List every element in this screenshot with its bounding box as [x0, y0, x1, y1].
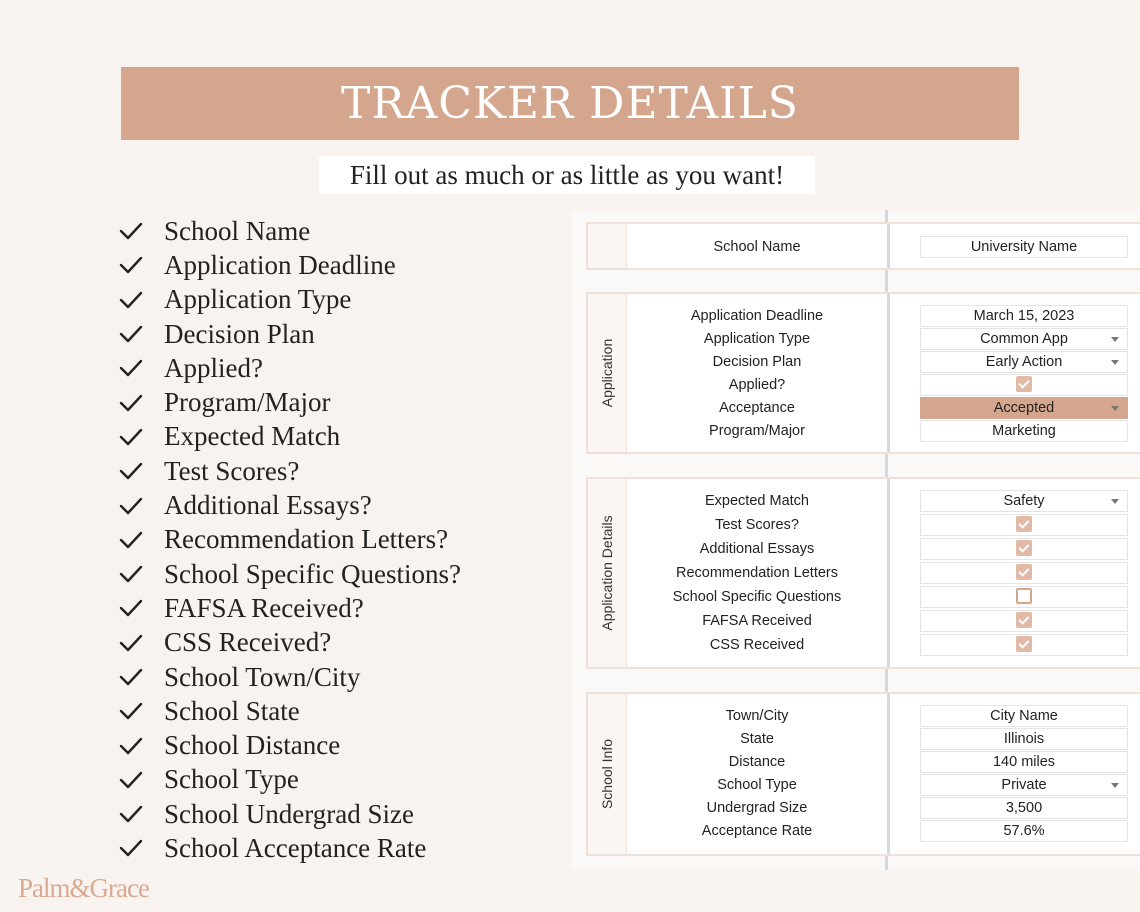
- checkmark-icon: [118, 701, 164, 721]
- row-label: School Specific Questions: [672, 589, 842, 605]
- brand-logo: Palm&Grace: [18, 873, 149, 903]
- title-banner: [121, 67, 1019, 140]
- checklist-item-label: School Acceptance Rate: [164, 832, 427, 863]
- checkbox-checked[interactable]: [1016, 636, 1032, 652]
- sheet-row: [588, 797, 1140, 820]
- row-label: Test Scores?: [715, 517, 799, 533]
- cell-value: Early Action: [985, 354, 1063, 370]
- cell-value: 140 miles: [992, 754, 1056, 770]
- dropdown-arrow-icon[interactable]: [1111, 499, 1119, 504]
- checklist-item-label: School Name: [164, 215, 311, 246]
- checklist-item-label: Recommendation Letters?: [164, 524, 449, 555]
- section-label: Application Details: [599, 515, 615, 631]
- sheet-row: [588, 514, 1140, 537]
- checklist-item-label: School Type: [164, 764, 299, 795]
- checklist-item-label: Applied?: [164, 352, 263, 383]
- checklist-item: [118, 523, 461, 557]
- application-section: [586, 292, 1140, 454]
- value-cell[interactable]: [920, 728, 1128, 750]
- checkmark-icon: [118, 530, 164, 550]
- cell-value: Illinois: [1003, 731, 1045, 747]
- checkmark-icon: [118, 736, 164, 756]
- checklist-item: [118, 248, 461, 282]
- sheet-row: [588, 397, 1140, 420]
- checklist-item-label: Application Deadline: [164, 249, 396, 280]
- checklist-item: [118, 214, 461, 248]
- cell-value: Accepted: [993, 400, 1055, 416]
- cell-value: Safety: [1003, 493, 1045, 509]
- checkbox-cell[interactable]: [920, 634, 1128, 656]
- sheet-row: [588, 610, 1140, 633]
- checklist-item: [118, 283, 461, 317]
- dropdown-cell[interactable]: [920, 351, 1128, 373]
- value-cell[interactable]: [920, 305, 1128, 327]
- sheet-row: [588, 538, 1140, 561]
- row-label: Decision Plan: [712, 354, 802, 370]
- row-label: Expected Match: [705, 493, 809, 509]
- cell-value: Private: [1001, 777, 1047, 793]
- cell-value: 3,500: [1005, 800, 1043, 816]
- checkmark-icon: [118, 838, 164, 858]
- row-label: School Type: [717, 777, 797, 793]
- sheet-row: [588, 236, 1140, 259]
- checklist-item-label: Program/Major: [164, 387, 331, 418]
- dropdown-arrow-icon[interactable]: [1111, 406, 1119, 411]
- row-label: Applied?: [728, 377, 786, 393]
- checklist-item: [118, 488, 461, 522]
- value-cell[interactable]: [920, 797, 1128, 819]
- subtitle: Fill out as much or as little as you want!: [319, 156, 815, 194]
- checkbox-cell[interactable]: [920, 610, 1128, 632]
- dropdown-cell[interactable]: [920, 397, 1128, 419]
- checkbox-checked[interactable]: [1016, 540, 1032, 556]
- checkmark-icon: [118, 770, 164, 790]
- row-label: FAFSA Received: [702, 613, 812, 629]
- checklist-item-label: School State: [164, 695, 300, 726]
- cell-value: City Name: [990, 708, 1058, 724]
- school-name-section: [586, 222, 1140, 270]
- sheet-row: [588, 351, 1140, 374]
- checklist-item: [118, 454, 461, 488]
- sheet-row: [588, 420, 1140, 443]
- value-cell[interactable]: [920, 705, 1128, 727]
- checklist-item-label: CSS Received?: [164, 627, 332, 658]
- school-info-section: [586, 692, 1140, 856]
- checkmark-icon: [118, 324, 164, 344]
- sheet-row: [588, 751, 1140, 774]
- checklist-item: [118, 626, 461, 660]
- row-label: Town/City: [725, 708, 789, 724]
- row-label: CSS Received: [709, 637, 805, 653]
- checkbox-checked[interactable]: [1016, 516, 1032, 532]
- row-label: Acceptance: [719, 400, 795, 416]
- section-label: Application: [599, 338, 615, 408]
- checklist-item-label: School Distance: [164, 730, 341, 761]
- row-label: Recommendation Letters: [676, 565, 838, 581]
- checklist-item: [118, 351, 461, 385]
- checklist-item-label: School Undergrad Size: [164, 798, 414, 829]
- checkmark-icon: [118, 427, 164, 447]
- checkmark-icon: [118, 358, 164, 378]
- checkbox-cell[interactable]: [920, 538, 1128, 560]
- dropdown-cell[interactable]: [920, 490, 1128, 512]
- section-label: School Info: [599, 738, 615, 810]
- sheet-row: [588, 634, 1140, 657]
- dropdown-cell[interactable]: [920, 774, 1128, 796]
- sheet-row: [588, 728, 1140, 751]
- checklist-item: [118, 591, 461, 625]
- cell-value: Common App: [980, 331, 1068, 347]
- checkmark-icon: [118, 564, 164, 584]
- sheet-row: [588, 374, 1140, 397]
- row-label: Undergrad Size: [706, 800, 808, 816]
- checkmark-icon: [118, 255, 164, 275]
- row-label: Distance: [728, 754, 786, 770]
- row-label: School Name: [713, 239, 801, 255]
- dropdown-cell[interactable]: [920, 328, 1128, 350]
- checklist-item: [118, 660, 461, 694]
- checkbox-checked[interactable]: [1016, 612, 1032, 628]
- checkmark-icon: [118, 290, 164, 310]
- checklist-item: [118, 420, 461, 454]
- checkmark-icon: [118, 598, 164, 618]
- checkmark-icon: [118, 221, 164, 241]
- checkmark-icon: [118, 633, 164, 653]
- feature-checklist: [118, 214, 461, 866]
- row-label: Acceptance Rate: [701, 823, 813, 839]
- checklist-item: [118, 317, 461, 351]
- checkbox-cell[interactable]: [920, 514, 1128, 536]
- value-cell[interactable]: [920, 820, 1128, 842]
- row-label: Application Deadline: [690, 308, 824, 324]
- checklist-item-label: Decision Plan: [164, 318, 315, 349]
- page-title: TRACKER DETAILS: [341, 78, 799, 129]
- school-name-cell[interactable]: University Name: [920, 236, 1128, 258]
- cell-value: 57.6%: [1003, 823, 1045, 839]
- checklist-item-label: Application Type: [164, 284, 352, 315]
- sheet-row: [588, 305, 1140, 328]
- row-label: Additional Essays: [699, 541, 815, 557]
- application-details-section: [586, 477, 1140, 669]
- value-cell[interactable]: [920, 751, 1128, 773]
- checklist-item: [118, 763, 461, 797]
- dropdown-arrow-icon[interactable]: [1111, 360, 1119, 365]
- checklist-item-label: School Specific Questions?: [164, 558, 461, 589]
- checkbox-checked[interactable]: [1016, 564, 1032, 580]
- checkbox-cell[interactable]: [920, 586, 1128, 608]
- sheet-row: [588, 820, 1140, 843]
- cell-value: Marketing: [992, 423, 1056, 439]
- spreadsheet-preview: [572, 210, 1140, 870]
- checkmark-icon: [118, 667, 164, 687]
- checkmark-icon: [118, 461, 164, 481]
- sheet-row: [588, 562, 1140, 585]
- checklist-item-label: Additional Essays?: [164, 490, 372, 521]
- sheet-row: [588, 490, 1140, 513]
- checklist-item: [118, 694, 461, 728]
- checkmark-icon: [118, 393, 164, 413]
- checkmark-icon: [118, 496, 164, 516]
- sheet-row: [588, 705, 1140, 728]
- row-label: Application Type: [703, 331, 811, 347]
- checklist-item-label: Test Scores?: [164, 455, 300, 486]
- checklist-item: [118, 831, 461, 865]
- dropdown-arrow-icon[interactable]: [1111, 337, 1119, 342]
- row-label: Program/Major: [709, 423, 805, 439]
- checkbox-checked[interactable]: [1016, 376, 1032, 392]
- checklist-item: [118, 797, 461, 831]
- sheet-row: [588, 586, 1140, 609]
- checkbox-cell[interactable]: [920, 374, 1128, 396]
- checklist-item: [118, 728, 461, 762]
- dropdown-arrow-icon[interactable]: [1111, 783, 1119, 788]
- checklist-item: [118, 385, 461, 419]
- checklist-item-label: FAFSA Received?: [164, 592, 364, 623]
- checkbox-cell[interactable]: [920, 562, 1128, 584]
- sheet-row: [588, 328, 1140, 351]
- checklist-item-label: School Town/City: [164, 661, 361, 692]
- checkmark-icon: [118, 804, 164, 824]
- row-label: State: [740, 731, 774, 747]
- sheet-row: [588, 774, 1140, 797]
- cell-value: March 15, 2023: [973, 308, 1075, 324]
- checklist-item: [118, 557, 461, 591]
- checkbox-unchecked[interactable]: [1016, 588, 1032, 604]
- checklist-item-label: Expected Match: [164, 421, 341, 452]
- value-cell[interactable]: [920, 420, 1128, 442]
